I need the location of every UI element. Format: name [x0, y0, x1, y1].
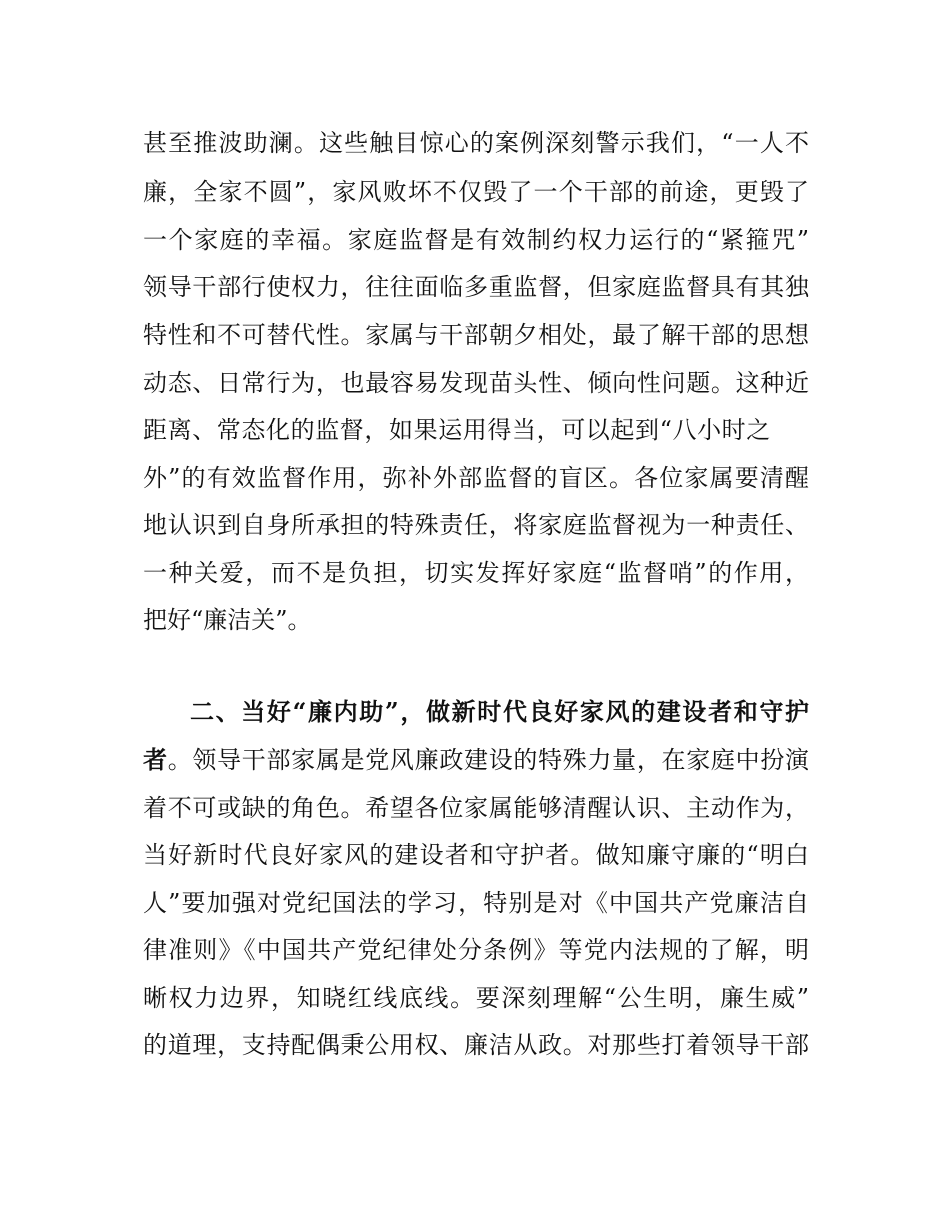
text-line: 一个家庭的幸福。家庭监督是有效制约权力运行的“紧箍咒”	[143, 226, 809, 254]
text-line: 律准则》《中国共产党纪律处分条例》等党内法规的了解，明	[143, 936, 809, 964]
text-line: 特性和不可替代性。家属与干部朝夕相处，最了解干部的思想	[143, 321, 809, 349]
text-line	[143, 745, 809, 775]
text-line: 甚至推波助澜。这些触目惊心的案例深刻警示我们，“一人不	[143, 129, 809, 157]
text-line: 一种关爱，而不是负担，切实发挥好家庭“监督哨”的作用，	[143, 559, 809, 587]
text-line: 把好“廉洁关”。	[143, 606, 312, 634]
text-line: 廉，全家不圆”，家风败坏不仅毁了一个干部的前途，更毁了	[143, 178, 809, 206]
text-line: 地认识到自身所承担的特殊责任，将家庭监督视为一种责任、	[143, 511, 809, 539]
text-line: 动态、日常行为，也最容易发现苗头性、倾向性问题。这种近	[143, 369, 809, 397]
text-line: 晰权力边界，知晓红线底线。要深刻理解“公生明，廉生威”	[143, 984, 809, 1012]
text-line: 的道理，支持配偶秉公用权、廉洁从政。对那些打着领导干部	[143, 1031, 809, 1059]
text-line: 领导干部行使权力，往往面临多重监督，但家庭监督具有其独	[143, 273, 809, 301]
section-heading: 二、当好“廉内助”，做新时代良好家风的建设者和守护	[190, 697, 809, 726]
text-line: 外”的有效监督作用，弥补外部监督的盲区。各位家属要清醒	[143, 464, 809, 492]
section-heading-tail: 者	[143, 745, 168, 774]
text-line: 着不可或缺的角色。希望各位家属能够清醒认识、主动作为，	[143, 794, 809, 822]
text-line: 当好新时代良好家风的建设者和守护者。做知廉守廉的“明白	[143, 841, 809, 869]
text-line: 人”要加强对党纪国法的学习，特别是对《中国共产党廉洁自	[143, 889, 809, 917]
text-line: 距离、常态化的监督，如果运用得当，可以起到“八小时之	[143, 416, 771, 444]
text-line-rest: 。领导干部家属是党风廉政建设的特殊力量，在家庭中扮演	[167, 746, 810, 774]
